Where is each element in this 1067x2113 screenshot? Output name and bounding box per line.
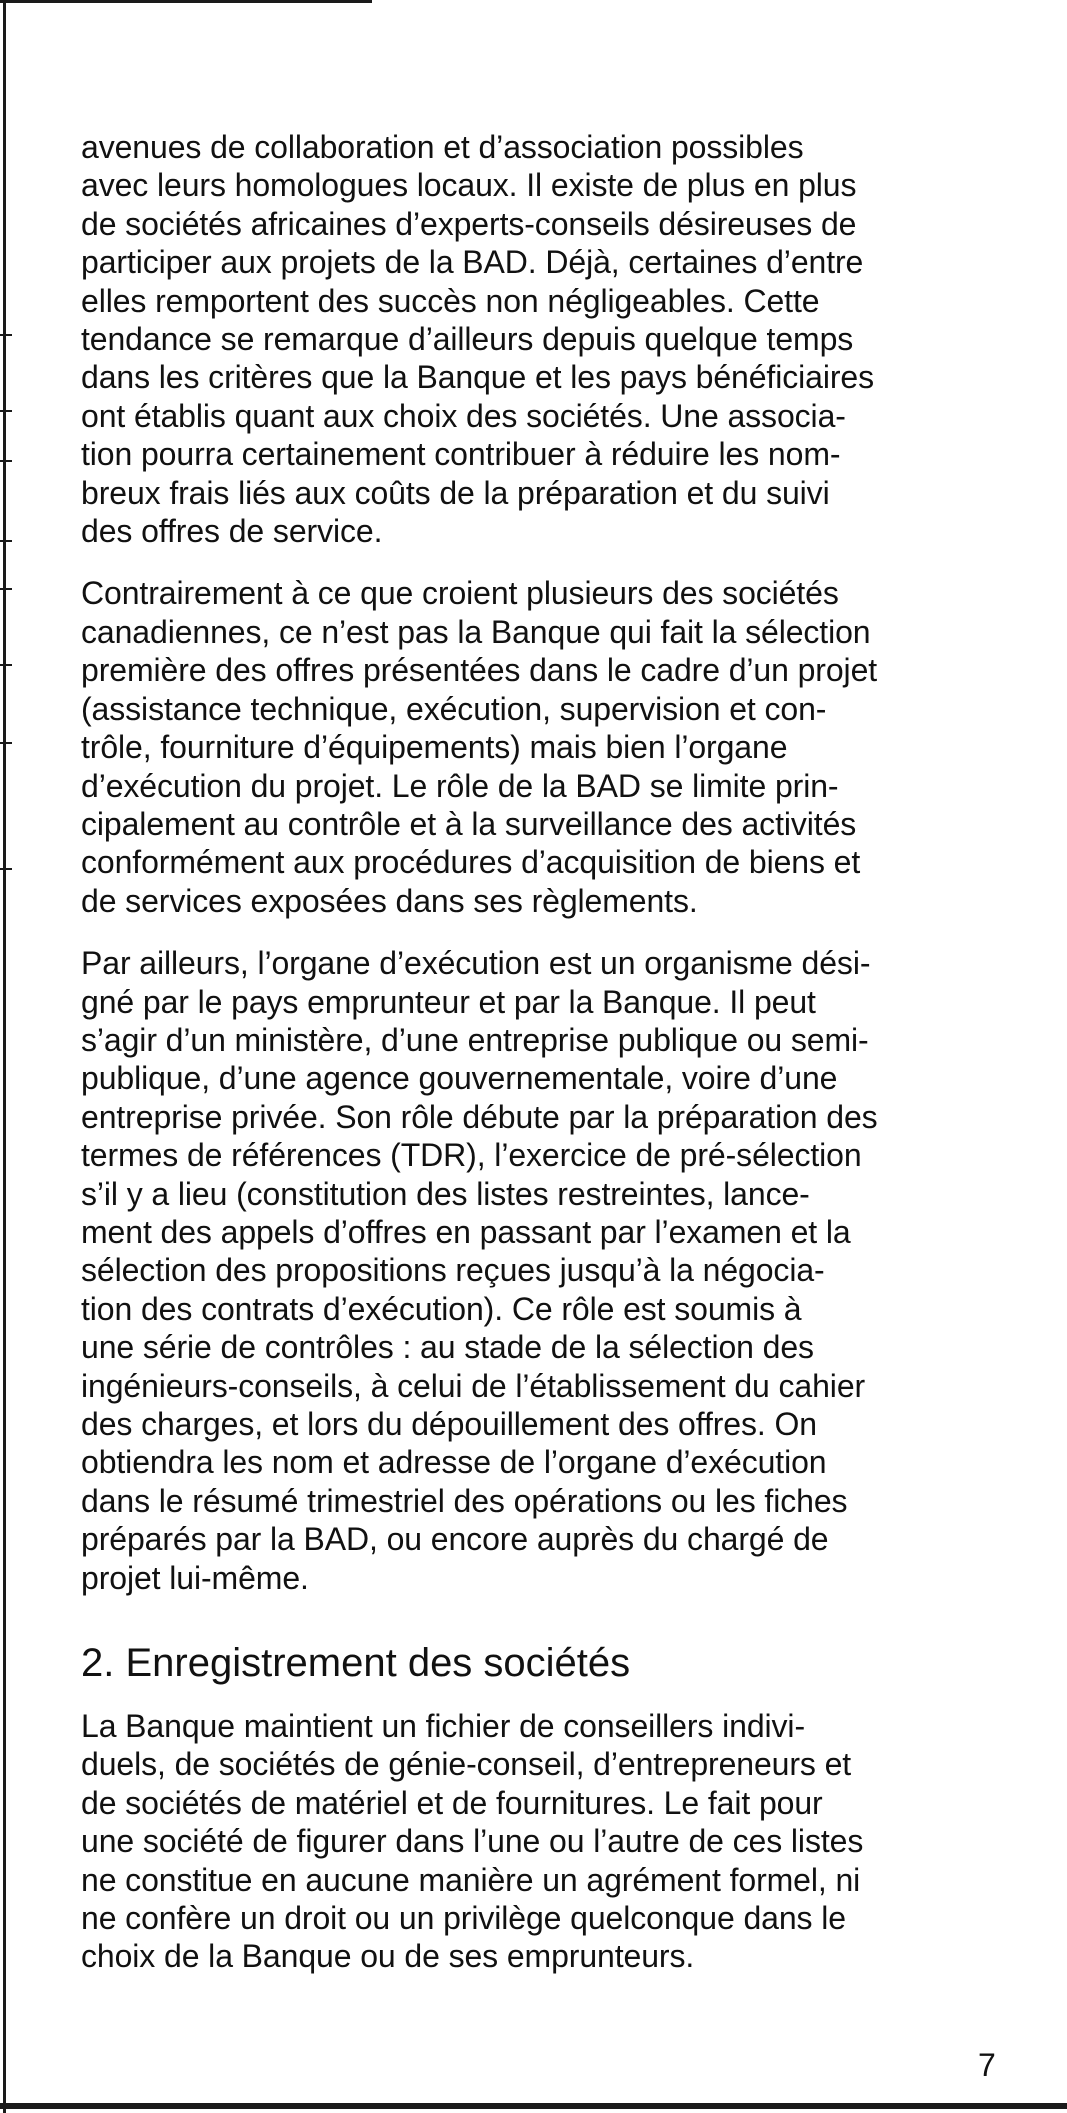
text-line: s’agir d’un ministère, d’une entreprise publique ou semi- — [81, 1021, 869, 1058]
margin-tick — [0, 334, 12, 336]
text-line: conformément aux procédures d’acquisition de biens et — [81, 844, 861, 881]
margin-tick — [0, 868, 12, 870]
text-line: La Banque maintient un fichier de conseillers indivi- — [81, 1708, 805, 1745]
text-line: des charges, et lors du dépouillement des offres. On — [81, 1406, 817, 1442]
text-line: une société de figurer dans l’une ou l’autre de ces listes — [81, 1823, 864, 1860]
text-line: Par ailleurs, l’organe d’exécution est un organisme dési- — [81, 945, 871, 982]
paragraph-2 — [81, 574, 1001, 920]
text-line: sélection des propositions reçues jusqu’à la négocia- — [81, 1252, 825, 1289]
margin-tick — [0, 540, 12, 542]
text-line: trôle, fourniture d’équipements) mais bien l’organe — [81, 729, 788, 766]
text-line: elles remportent des succès non négligeables. Cette — [81, 282, 820, 319]
text-line: entreprise privée. Son rôle débute par la préparation des — [81, 1098, 878, 1135]
text-line: ne confère un droit ou un privilège quelconque dans le — [81, 1900, 846, 1937]
text-line: canadiennes, ce n’est pas la Banque qui fait la sélection — [81, 613, 871, 650]
text-line: tion des contrats d’exécution). Ce rôle est soumis à — [81, 1290, 802, 1327]
left-margin-rule — [3, 0, 6, 2113]
text-line: ont établis quant aux choix des sociétés. Une associa- — [81, 397, 846, 434]
text-line: d’exécution du projet. Le rôle de la BAD se limite prin- — [81, 767, 839, 804]
text-line: de sociétés de matériel et de fournitures. Le fait pour — [81, 1784, 823, 1821]
margin-tick — [0, 410, 12, 412]
text-line: ne constitue en aucune manière un agrément formel, ni — [81, 1861, 861, 1898]
text-line: cipalement au contrôle et à la surveillance des activités — [81, 805, 857, 842]
text-line: publique, d’une agence gouvernementale, voire d’une — [81, 1060, 838, 1097]
text-line: dans le résumé trimestriel des opérations ou les fiches — [81, 1482, 848, 1519]
text-line: choix de la Banque ou de ses emprunteurs. — [81, 1938, 695, 1975]
text-line: ment des appels d’offres en passant par l’examen et la — [81, 1213, 851, 1250]
text-line: s’il y a lieu (constitution des listes restreintes, lance- — [81, 1175, 810, 1212]
text-line: de services exposées dans ses règlements. — [81, 882, 698, 919]
text-line: duels, de sociétés de génie-conseil, d’entrepreneurs et — [81, 1746, 852, 1783]
top-rule — [0, 0, 372, 3]
text-line: des offres de service. — [81, 513, 383, 550]
text-line: avec leurs homologues locaux. Il existe de plus en plus — [81, 167, 857, 204]
text-line: première des offres présentées dans le cadre d’un projet — [81, 652, 878, 689]
paragraph-4 — [81, 1707, 1001, 1976]
text-line: projet lui-même. — [81, 1559, 309, 1596]
margin-tick — [0, 742, 12, 744]
text-line: Contrairement à ce que croient plusieurs des sociétés — [81, 575, 839, 612]
text-line: tendance se remarque d’ailleurs depuis quelque temps — [81, 321, 854, 358]
margin-tick — [0, 664, 12, 666]
paragraph-3 — [81, 944, 1001, 1597]
text-line: termes de références (TDR), l’exercice de pré-sélection — [81, 1137, 862, 1174]
margin-tick — [0, 588, 12, 590]
bottom-rule — [0, 2103, 1067, 2109]
text-line: dans les critères que la Banque et les pays bénéficiaires — [81, 359, 874, 396]
text-line: obtiendra les nom et adresse de l’organe d’exécution — [81, 1444, 827, 1481]
text-line: de sociétés africaines d’experts-conseils désireuses de — [81, 205, 857, 242]
text-line: une série de contrôles : au stade de la sélection des — [81, 1329, 814, 1366]
text-line: préparés par la BAD, ou encore auprès du chargé de — [81, 1521, 829, 1558]
text-line: avenues de collaboration et d’association possibles — [81, 129, 804, 165]
text-line: breux frais liés aux coûts de la préparation et du suivi — [81, 474, 830, 511]
text-line: participer aux projets de la BAD. Déjà, certaines d’entre — [81, 244, 864, 281]
text-line: ingénieurs-conseils, à celui de l’établissement du cahier — [81, 1367, 866, 1404]
paragraph-1 — [81, 128, 1001, 550]
text-line: gné par le pays emprunteur et par la Banque. Il peut — [81, 983, 816, 1020]
page-body — [81, 128, 1001, 2000]
text-line: (assistance technique, exécution, supervision et con- — [81, 690, 827, 727]
page-number: 7 — [978, 2047, 996, 2083]
margin-tick — [0, 460, 12, 462]
text-line: tion pourra certainement contribuer à réduire les nom- — [81, 436, 841, 473]
section-heading: 2. Enregistrement des sociétés — [81, 1641, 631, 1686]
